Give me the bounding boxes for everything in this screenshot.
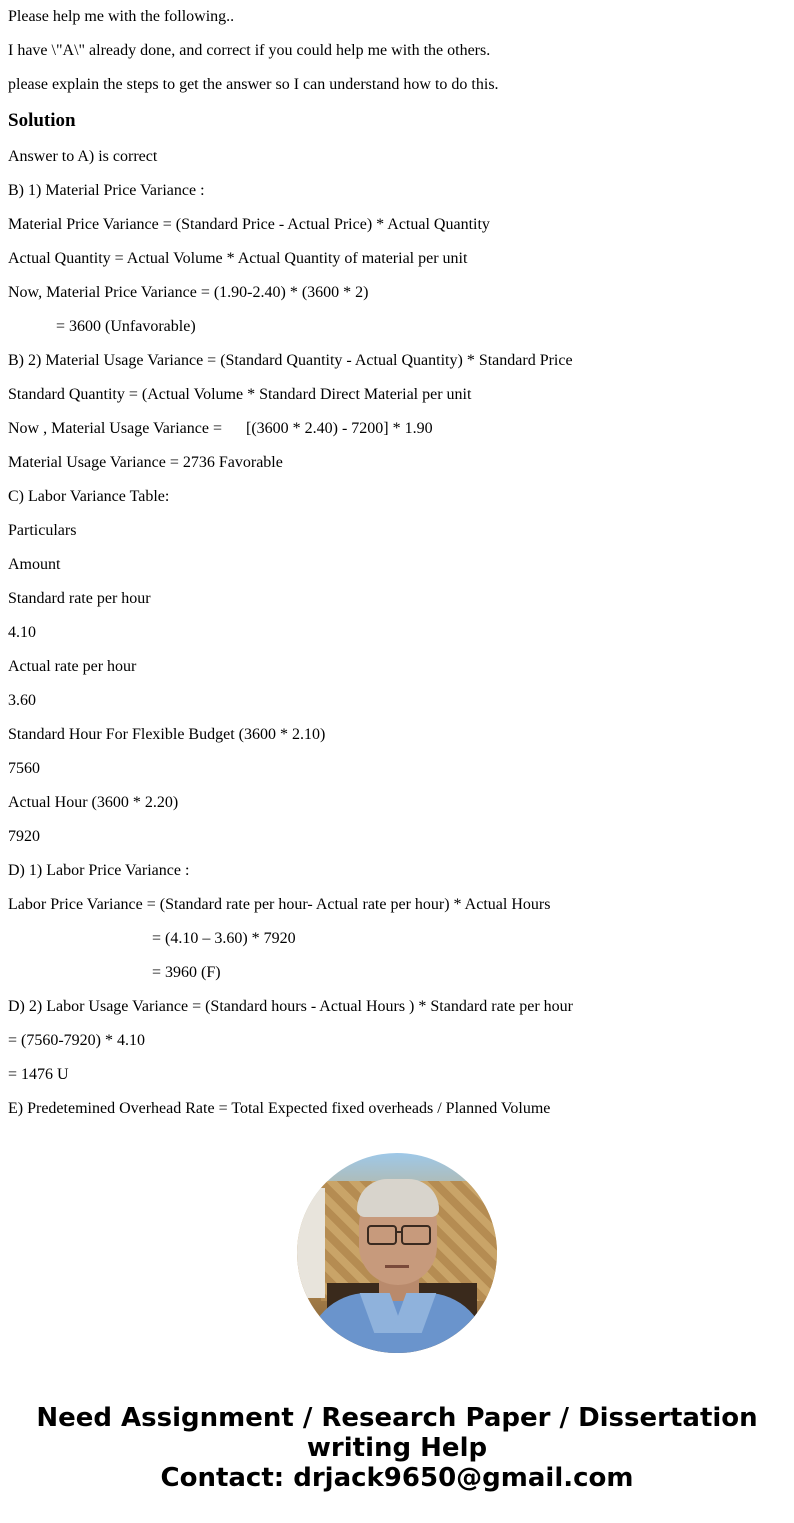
solution-line: = (4.10 – 3.60) * 7920 (152, 930, 296, 947)
solution-line: Now , Material Usage Variance = [(3600 * 2.40) - 7200] * 1.90 (8, 420, 433, 437)
solution-line: C) Labor Variance Table: (8, 488, 170, 505)
solution-line: D) 2) Labor Usage Variance = (Standard hours - Actual Hours ) * Standard rate per hour (8, 998, 573, 1015)
table-cell: 4.10 (8, 624, 36, 641)
solution-line: = 3960 (F) (152, 964, 221, 981)
solution-line: = (7560-7920) * 4.10 (8, 1032, 146, 1049)
solution-line: E) Predetemined Overhead Rate = Total Expected fixed overheads / Planned Volume (8, 1100, 551, 1117)
table-header-particulars: Particulars (8, 522, 77, 539)
promo-line-2: writing Help (306, 1433, 488, 1463)
solution-line: Answer to A) is correct (8, 148, 158, 165)
author-photo (297, 1153, 497, 1353)
solution-line: Material Usage Variance = 2736 Favorable (8, 454, 283, 471)
table-cell: 7560 (8, 760, 40, 777)
solution-line: = 1476 U (8, 1066, 69, 1083)
solution-line: Now, Material Price Variance = (1.90-2.40) * (3600 * 2) (8, 284, 369, 301)
table-cell: Actual Hour (3600 * 2.20) (8, 794, 179, 811)
solution-line: Standard Quantity = (Actual Volume * Standard Direct Material per unit (8, 386, 472, 403)
promo-contact: Contact: drjack9650@gmail.com (160, 1463, 634, 1493)
table-cell: Standard Hour For Flexible Budget (3600 * 2.10) (8, 726, 326, 743)
question-line-1: Please help me with the following.. (8, 8, 235, 25)
promo-line-1: Need Assignment / Research Paper / Dissertation (36, 1403, 758, 1433)
solution-heading: Solution (8, 110, 76, 131)
solution-line: = 3600 (Unfavorable) (56, 318, 196, 335)
table-cell: Standard rate per hour (8, 590, 151, 607)
solution-line: D) 1) Labor Price Variance : (8, 862, 190, 879)
table-cell: Actual rate per hour (8, 658, 137, 675)
table-cell: 7920 (8, 828, 40, 845)
question-line-2: I have \"A\" already done, and correct if you could help me with the others. (8, 42, 491, 59)
promo-footer (0, 1403, 794, 1493)
solution-line: B) 1) Material Price Variance : (8, 182, 205, 199)
solution-line: B) 2) Material Usage Variance = (Standard Quantity - Actual Quantity) * Standard Price (8, 352, 573, 369)
solution-line: Actual Quantity = Actual Volume * Actual Quantity of material per unit (8, 250, 468, 267)
table-cell: 3.60 (8, 692, 36, 709)
author-avatar (297, 1153, 497, 1353)
question-line-3: please explain the steps to get the answer so I can understand how to do this. (8, 76, 499, 93)
table-header-amount: Amount (8, 556, 61, 573)
solution-line: Material Price Variance = (Standard Price - Actual Price) * Actual Quantity (8, 216, 490, 233)
solution-line: Labor Price Variance = (Standard rate per hour- Actual rate per hour) * Actual Hours (8, 896, 551, 913)
